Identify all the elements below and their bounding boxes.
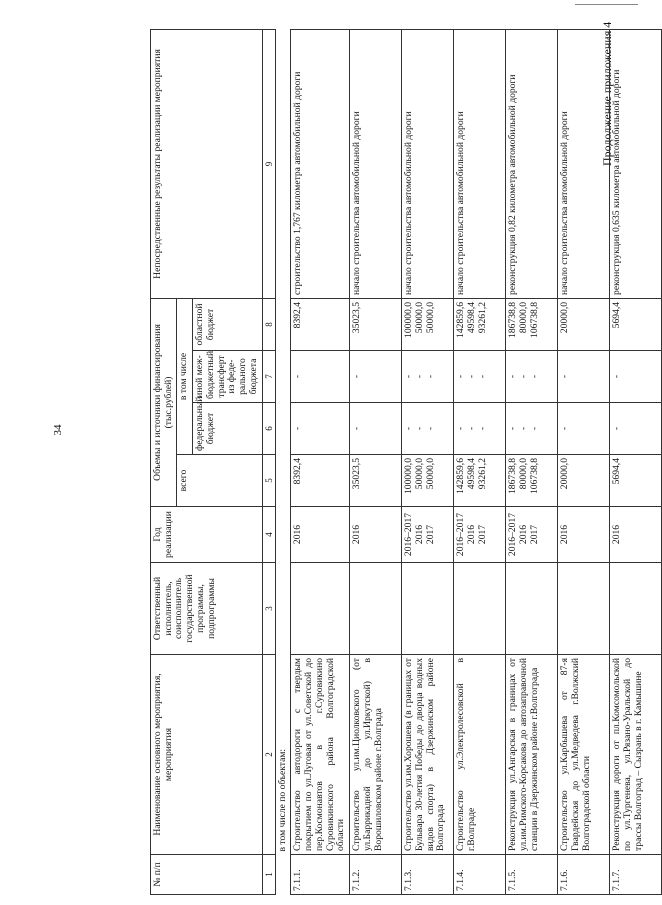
row-regional xyxy=(558,298,610,350)
row-federal xyxy=(350,403,402,455)
row-year-value: 2016 xyxy=(517,524,529,545)
header-name: Наименование основного мероприятия, мероприятия xyxy=(151,655,263,855)
row-executor xyxy=(558,563,610,655)
row-result: начало строительства автомобильной дороги xyxy=(350,29,402,298)
row-federal xyxy=(558,403,610,455)
row-executor xyxy=(291,563,350,655)
row-transfer xyxy=(610,351,662,403)
row-federal-value: - xyxy=(455,426,467,431)
row-federal-value: - xyxy=(351,426,363,431)
column-number: 9 xyxy=(262,29,275,298)
row-federal xyxy=(454,403,506,455)
table-row xyxy=(291,29,350,894)
row-result: начало строительства автомобильной дороги xyxy=(454,29,506,298)
row-regional-value: 142859,6 xyxy=(455,301,467,338)
row-federal-value: - xyxy=(517,426,529,431)
row-regional-value: 100000,0 xyxy=(403,301,415,338)
row-total-value: 5694,4 xyxy=(611,458,623,485)
row-federal-value: - xyxy=(465,426,477,431)
row-number: 7.1.6. xyxy=(558,855,610,895)
row-name: Реконструкция дороги от пл.Комсомольской по ул.Тургенева, ул.Рязано-Уральской до трассы Волгоград – Сызрань в г. Камышине xyxy=(610,655,662,855)
row-name: Реконструкция ул.Ангарская в границах от ул.им.Римского-Корсакова до автозаправочной станции в Дзержинском районе г.Волгограда xyxy=(506,655,558,855)
header-financing: Объемы и источники финансирования (тыс.рублей) xyxy=(151,298,177,506)
row-federal xyxy=(402,403,454,455)
table-row xyxy=(350,29,402,894)
row-transfer xyxy=(402,351,454,403)
row-transfer-value: - xyxy=(507,374,519,379)
row-year-value: 2016 xyxy=(611,524,623,545)
row-total xyxy=(558,455,610,507)
row-transfer-value: - xyxy=(351,374,363,379)
table-row xyxy=(610,29,662,894)
row-result: реконструкция 0,635 километра автомобильной дороги xyxy=(610,29,662,298)
row-transfer-value: - xyxy=(455,374,467,379)
row-year-value: 2016–2017 xyxy=(507,512,519,557)
row-regional xyxy=(350,298,402,350)
row-transfer xyxy=(506,351,558,403)
row-regional xyxy=(506,298,558,350)
row-executor xyxy=(454,563,506,655)
column-number: 5 xyxy=(262,455,275,507)
row-transfer-value: - xyxy=(559,374,571,379)
header-year: Год реализации xyxy=(151,507,263,563)
row-number: 7.1.2. xyxy=(350,855,402,895)
row-regional-value: 50000,0 xyxy=(424,301,436,334)
header-regional: областной бюджет xyxy=(193,298,262,350)
row-number: 7.1.3. xyxy=(402,855,454,895)
row-number: 7.1.7. xyxy=(610,855,662,895)
row-federal-value: - xyxy=(559,426,571,431)
row-year-value: 2017 xyxy=(476,524,488,545)
section-label: в том числе по объектам: xyxy=(276,748,288,852)
row-number: 7.1.5. xyxy=(506,855,558,895)
row-regional xyxy=(454,298,506,350)
row-total-value: 186738,8 xyxy=(507,458,519,494)
row-year-value: 2016 xyxy=(292,524,304,545)
column-number: 8 xyxy=(262,298,275,350)
row-transfer xyxy=(350,351,402,403)
row-regional-value: 80000,0 xyxy=(517,301,529,334)
header-in-that: в том числе xyxy=(177,298,193,454)
row-result: начало строительства автомобильной дороги xyxy=(558,29,610,298)
row-federal-value: - xyxy=(611,426,623,431)
program-table xyxy=(150,29,662,895)
row-total-value: 8392,4 xyxy=(292,458,304,485)
row-executor xyxy=(506,563,558,655)
row-transfer-value: - xyxy=(517,374,529,379)
header-federal: федеральный бюджет xyxy=(193,403,262,455)
table-body xyxy=(275,29,661,894)
row-number: 7.1.4. xyxy=(454,855,506,895)
row-total xyxy=(610,455,662,507)
continuation-note: Продолжение приложения 4 xyxy=(600,22,614,167)
row-transfer-value: - xyxy=(528,374,540,379)
row-regional xyxy=(610,298,662,350)
row-federal xyxy=(291,403,350,455)
row-federal-value: - xyxy=(528,426,540,431)
row-year xyxy=(610,507,662,563)
row-total-value: 80000,0 xyxy=(517,458,529,490)
row-regional xyxy=(291,298,350,350)
section-empty xyxy=(275,855,291,895)
row-federal xyxy=(506,403,558,455)
row-year xyxy=(454,507,506,563)
row-total-value: 106738,8 xyxy=(528,458,540,494)
row-transfer-value: - xyxy=(424,374,436,379)
section-row xyxy=(275,29,291,894)
row-regional-value: 35023,5 xyxy=(351,301,363,334)
row-name: Строительство ул.им.Хорошева (в границах от Бульвара 30-летия Победы до дворца водных видов спорта) в Дзержинском районе Волгограда xyxy=(402,655,454,855)
column-number: 3 xyxy=(262,563,275,655)
header-total: всего xyxy=(177,455,262,507)
header-transfer: иной меж- бюджетный трансферт из феде- рального бюджета xyxy=(193,351,262,403)
row-federal-value: - xyxy=(413,426,425,431)
row-year-value: 2016 xyxy=(559,524,571,545)
column-number: 1 xyxy=(262,855,275,895)
row-total-value: 50000,0 xyxy=(413,458,425,490)
row-federal-value: - xyxy=(292,426,304,431)
row-total xyxy=(454,455,506,507)
table-row xyxy=(402,29,454,894)
row-year-value: 2016 xyxy=(351,524,363,545)
column-number-row xyxy=(262,29,275,894)
row-regional-value: 8392,4 xyxy=(292,301,304,329)
row-regional-value: 50000,0 xyxy=(413,301,425,334)
row-total-value: 93261,2 xyxy=(476,458,488,490)
row-regional-value: 93261,2 xyxy=(476,301,488,334)
top-rule xyxy=(575,4,638,5)
row-total xyxy=(402,455,454,507)
row-name: Строительство ул.им.Циолковского (от ул.Баррикадной до ул.Иркутской) в Ворошиловском районе г.Волграда xyxy=(350,655,402,855)
table-row xyxy=(454,29,506,894)
row-federal-value: - xyxy=(403,426,415,431)
header-num: № п/п xyxy=(151,855,263,895)
row-regional-value: 106738,8 xyxy=(528,301,540,338)
row-regional-value: 5694,4 xyxy=(611,301,623,329)
row-total xyxy=(506,455,558,507)
row-transfer-value: - xyxy=(476,374,488,379)
row-transfer-value: - xyxy=(292,374,304,379)
column-number: 2 xyxy=(262,655,275,855)
column-number: 4 xyxy=(262,507,275,563)
header-results: Непосредственные результаты реализации мероприятия xyxy=(151,29,263,298)
row-year-value: 2016 xyxy=(413,524,425,545)
row-year-value: 2016–2017 xyxy=(455,512,467,557)
row-year-value: 2016–2017 xyxy=(403,512,415,557)
table-row xyxy=(506,29,558,894)
row-total-value: 50000,0 xyxy=(424,458,436,490)
row-total-value: 49598,4 xyxy=(465,458,477,490)
row-executor xyxy=(350,563,402,655)
row-name: Строительство ул.Карбышева от 87-я Гвардейская до ул.Медведева г.Волжский Волгоградской области xyxy=(558,655,610,855)
row-federal xyxy=(610,403,662,455)
row-year xyxy=(291,507,350,563)
row-year-value: 2016 xyxy=(465,524,477,545)
row-year xyxy=(402,507,454,563)
row-total-value: 20000,0 xyxy=(559,458,571,490)
row-regional-value: 20000,0 xyxy=(559,301,571,334)
row-year xyxy=(506,507,558,563)
row-number: 7.1.1. xyxy=(291,855,350,895)
row-executor xyxy=(402,563,454,655)
row-year xyxy=(350,507,402,563)
row-total xyxy=(350,455,402,507)
row-regional-value: 49598,4 xyxy=(465,301,477,334)
row-name: Строительство ул.Электролесовской в г.Волграде xyxy=(454,655,506,855)
row-total-value: 35023,5 xyxy=(351,458,363,490)
row-result: строительство 1,767 километра автомобильной дороги xyxy=(291,29,350,298)
row-transfer xyxy=(291,351,350,403)
row-transfer xyxy=(558,351,610,403)
row-regional-value: 186738,8 xyxy=(507,301,519,338)
row-regional xyxy=(402,298,454,350)
column-number: 6 xyxy=(262,403,275,455)
row-result: начало строительства автомобильной дороги xyxy=(402,29,454,298)
row-year-value: 2017 xyxy=(528,524,540,545)
row-transfer-value: - xyxy=(403,374,415,379)
page-number: 34 xyxy=(52,424,64,436)
row-year-value: 2017 xyxy=(424,524,436,545)
row-name: Строительство автодороги с твердым покрытием по ул.Луговая от ул.Советской до пер.Космонавтов в г.Суровикино Суровикинского района Волгоградской области xyxy=(291,655,350,855)
table-row xyxy=(558,29,610,894)
header-executor: Ответственный исполнитель, соисполнитель государственной программы, подпрограммы xyxy=(151,563,263,655)
row-total-value: 142859,6 xyxy=(455,458,467,494)
row-federal-value: - xyxy=(507,426,519,431)
row-federal-value: - xyxy=(424,426,436,431)
row-transfer-value: - xyxy=(611,374,623,379)
row-total-value: 100000,0 xyxy=(403,458,415,494)
row-executor xyxy=(610,563,662,655)
header-row-1 xyxy=(151,29,177,894)
row-transfer-value: - xyxy=(465,374,477,379)
row-total xyxy=(291,455,350,507)
column-number: 7 xyxy=(262,351,275,403)
row-transfer-value: - xyxy=(413,374,425,379)
row-transfer xyxy=(454,351,506,403)
row-result: реконструкция 0,82 километра автомобильной дороги xyxy=(506,29,558,298)
row-federal-value: - xyxy=(476,426,488,431)
row-year xyxy=(558,507,610,563)
